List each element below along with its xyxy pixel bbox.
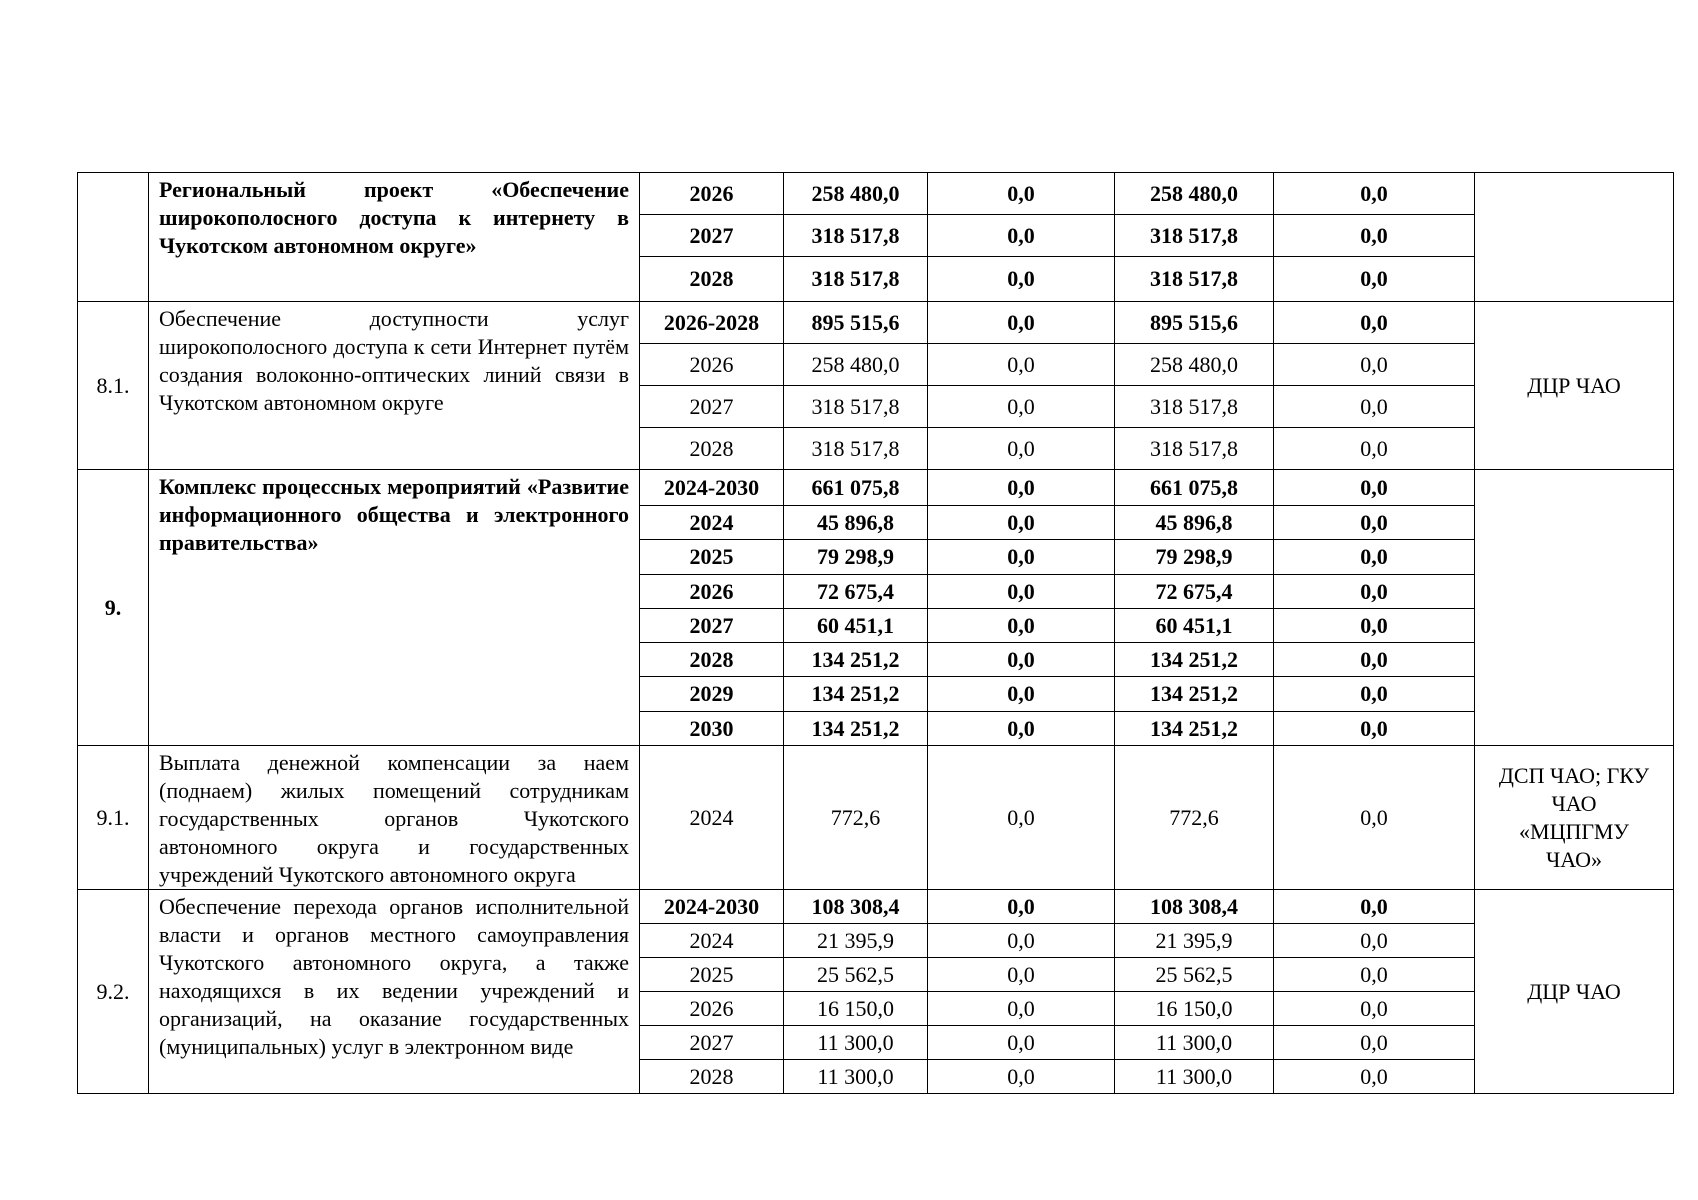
funding-cell-a: 0,0 — [928, 386, 1115, 428]
funding-cell-c: 0,0 — [1274, 302, 1475, 344]
table-row — [78, 173, 1674, 215]
total-cell: 134 251,2 — [784, 643, 928, 677]
year-cell: 2027 — [640, 386, 784, 428]
total-cell: 318 517,8 — [784, 215, 928, 257]
funding-cell-c: 0,0 — [1274, 173, 1475, 215]
total-cell: 11 300,0 — [784, 1026, 928, 1060]
item-description: Обеспечение доступности услуг широкополосного доступа к сети Интернет путём создания волоконно-оптических линий связи в Чукотском автономном округе — [149, 302, 640, 470]
year-cell: 2025 — [640, 540, 784, 575]
total-cell: 25 562,5 — [784, 958, 928, 992]
responsible-executor — [1475, 173, 1674, 302]
funding-cell-b: 318 517,8 — [1115, 428, 1274, 470]
funding-cell-a: 0,0 — [928, 712, 1115, 746]
funding-cell-c: 0,0 — [1274, 506, 1475, 540]
funding-cell-c: 0,0 — [1274, 1026, 1475, 1060]
item-description: Региональный проект «Обеспечение широкополосного доступа к интернету в Чукотском автономном округе» — [149, 173, 640, 302]
item-number — [78, 173, 149, 302]
funding-cell-a: 0,0 — [928, 257, 1115, 302]
funding-cell-c: 0,0 — [1274, 609, 1475, 643]
funding-cell-c: 0,0 — [1274, 1060, 1475, 1094]
funding-cell-a: 0,0 — [928, 609, 1115, 643]
year-cell: 2028 — [640, 257, 784, 302]
year-cell: 2029 — [640, 677, 784, 712]
funding-cell-c: 0,0 — [1274, 470, 1475, 506]
funding-cell-b: 45 896,8 — [1115, 506, 1274, 540]
funding-cell-c: 0,0 — [1274, 540, 1475, 575]
total-cell: 895 515,6 — [784, 302, 928, 344]
funding-cell-a: 0,0 — [928, 1060, 1115, 1094]
total-cell: 318 517,8 — [784, 428, 928, 470]
responsible-executor: ДСП ЧАО; ГКУ ЧАО «МЦПГМУ ЧАО» — [1475, 746, 1674, 890]
funding-cell-b: 318 517,8 — [1115, 215, 1274, 257]
total-cell: 21 395,9 — [784, 924, 928, 958]
year-cell: 2026-2028 — [640, 302, 784, 344]
total-cell: 134 251,2 — [784, 712, 928, 746]
responsible-executor: ДЦР ЧАО — [1475, 302, 1674, 470]
total-cell: 258 480,0 — [784, 173, 928, 215]
responsible-executor — [1475, 470, 1674, 746]
item-description: Выплата денежной компенсации за наем (поднаем) жилых помещений сотрудникам государственных органов Чукотского автономного округа и государственных учреждений Чукотского автономного округа — [149, 746, 640, 890]
item-number: 9. — [78, 470, 149, 746]
funding-cell-b: 11 300,0 — [1115, 1026, 1274, 1060]
total-cell: 318 517,8 — [784, 257, 928, 302]
total-cell: 79 298,9 — [784, 540, 928, 575]
table-row — [78, 746, 1674, 890]
year-cell: 2028 — [640, 428, 784, 470]
total-cell: 45 896,8 — [784, 506, 928, 540]
funding-cell-a: 0,0 — [928, 746, 1115, 890]
funding-cell-a: 0,0 — [928, 215, 1115, 257]
funding-cell-a: 0,0 — [928, 992, 1115, 1026]
year-cell: 2028 — [640, 643, 784, 677]
funding-cell-c: 0,0 — [1274, 712, 1475, 746]
funding-cell-a: 0,0 — [928, 302, 1115, 344]
responsible-executor: ДЦР ЧАО — [1475, 890, 1674, 1094]
year-cell: 2026 — [640, 575, 784, 609]
table-row — [78, 470, 1674, 506]
funding-cell-c: 0,0 — [1274, 386, 1475, 428]
total-cell: 108 308,4 — [784, 890, 928, 924]
funding-cell-c: 0,0 — [1274, 958, 1475, 992]
year-cell: 2026 — [640, 992, 784, 1026]
funding-cell-c: 0,0 — [1274, 746, 1475, 890]
year-cell: 2026 — [640, 344, 784, 386]
funding-cell-b: 134 251,2 — [1115, 677, 1274, 712]
item-number: 8.1. — [78, 302, 149, 470]
funding-cell-a: 0,0 — [928, 470, 1115, 506]
year-cell: 2030 — [640, 712, 784, 746]
funding-cell-b: 134 251,2 — [1115, 643, 1274, 677]
item-number: 9.2. — [78, 890, 149, 1094]
funding-cell-c: 0,0 — [1274, 428, 1475, 470]
funding-cell-a: 0,0 — [928, 677, 1115, 712]
total-cell: 258 480,0 — [784, 344, 928, 386]
year-cell: 2024-2030 — [640, 890, 784, 924]
item-description: Комплекс процессных мероприятий «Развитие информационного общества и электронного правительства» — [149, 470, 640, 746]
funding-cell-c: 0,0 — [1274, 215, 1475, 257]
year-cell: 2026 — [640, 173, 784, 215]
funding-cell-b: 72 675,4 — [1115, 575, 1274, 609]
funding-cell-b: 60 451,1 — [1115, 609, 1274, 643]
year-cell: 2024 — [640, 746, 784, 890]
funding-cell-a: 0,0 — [928, 506, 1115, 540]
funding-cell-a: 0,0 — [928, 540, 1115, 575]
funding-cell-a: 0,0 — [928, 575, 1115, 609]
funding-cell-c: 0,0 — [1274, 257, 1475, 302]
total-cell: 60 451,1 — [784, 609, 928, 643]
funding-cell-b: 134 251,2 — [1115, 712, 1274, 746]
budget-table — [77, 172, 1674, 1094]
funding-cell-b: 318 517,8 — [1115, 257, 1274, 302]
funding-cell-b: 16 150,0 — [1115, 992, 1274, 1026]
funding-cell-b: 258 480,0 — [1115, 173, 1274, 215]
year-cell: 2025 — [640, 958, 784, 992]
funding-cell-b: 772,6 — [1115, 746, 1274, 890]
funding-cell-c: 0,0 — [1274, 643, 1475, 677]
year-cell: 2027 — [640, 215, 784, 257]
table-row — [78, 302, 1674, 344]
funding-cell-a: 0,0 — [928, 958, 1115, 992]
year-cell: 2024 — [640, 924, 784, 958]
funding-cell-a: 0,0 — [928, 924, 1115, 958]
funding-cell-a: 0,0 — [928, 344, 1115, 386]
year-cell: 2024 — [640, 506, 784, 540]
total-cell: 16 150,0 — [784, 992, 928, 1026]
item-description: Обеспечение перехода органов исполнительной власти и органов местного самоуправления Чукотского автономного округа, а также находящихся в их ведении учреждений и организаций, на оказание государственных (муниципальных) услуг в электронном виде — [149, 890, 640, 1094]
funding-cell-b: 108 308,4 — [1115, 890, 1274, 924]
funding-cell-a: 0,0 — [928, 643, 1115, 677]
total-cell: 134 251,2 — [784, 677, 928, 712]
item-number: 9.1. — [78, 746, 149, 890]
year-cell: 2027 — [640, 1026, 784, 1060]
funding-cell-b: 258 480,0 — [1115, 344, 1274, 386]
total-cell: 72 675,4 — [784, 575, 928, 609]
funding-cell-b: 318 517,8 — [1115, 386, 1274, 428]
funding-cell-a: 0,0 — [928, 1026, 1115, 1060]
funding-cell-b: 25 562,5 — [1115, 958, 1274, 992]
funding-cell-b: 21 395,9 — [1115, 924, 1274, 958]
funding-cell-a: 0,0 — [928, 173, 1115, 215]
funding-cell-a: 0,0 — [928, 890, 1115, 924]
funding-cell-c: 0,0 — [1274, 344, 1475, 386]
budget-table-container — [77, 172, 1674, 1094]
funding-cell-b: 661 075,8 — [1115, 470, 1274, 506]
budget-table-body — [78, 173, 1674, 1094]
total-cell: 661 075,8 — [784, 470, 928, 506]
funding-cell-c: 0,0 — [1274, 677, 1475, 712]
funding-cell-c: 0,0 — [1274, 924, 1475, 958]
funding-cell-b: 11 300,0 — [1115, 1060, 1274, 1094]
total-cell: 11 300,0 — [784, 1060, 928, 1094]
funding-cell-b: 895 515,6 — [1115, 302, 1274, 344]
year-cell: 2027 — [640, 609, 784, 643]
funding-cell-c: 0,0 — [1274, 992, 1475, 1026]
year-cell: 2028 — [640, 1060, 784, 1094]
funding-cell-c: 0,0 — [1274, 890, 1475, 924]
total-cell: 772,6 — [784, 746, 928, 890]
funding-cell-b: 79 298,9 — [1115, 540, 1274, 575]
funding-cell-c: 0,0 — [1274, 575, 1475, 609]
year-cell: 2024-2030 — [640, 470, 784, 506]
funding-cell-a: 0,0 — [928, 428, 1115, 470]
table-row — [78, 890, 1674, 924]
total-cell: 318 517,8 — [784, 386, 928, 428]
